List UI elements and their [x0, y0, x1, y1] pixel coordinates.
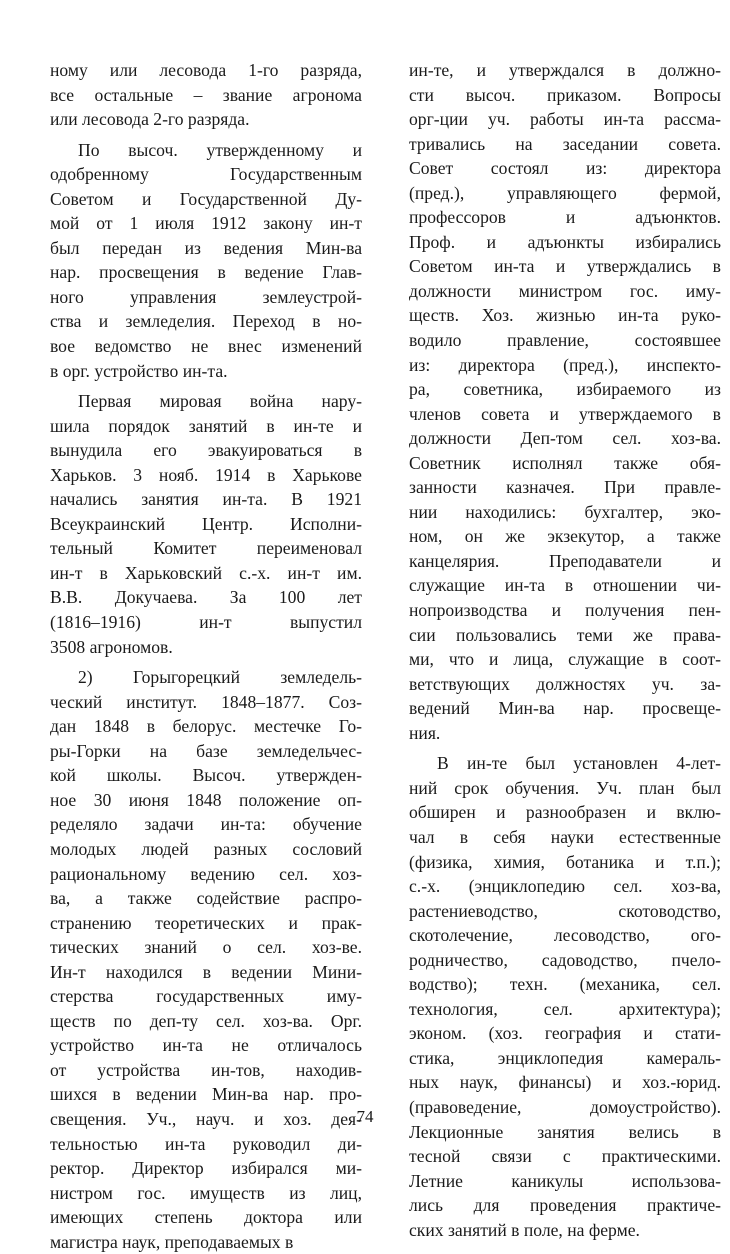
- left-column: [50, 58, 362, 1254]
- text-line: ми, что и лица, служащие в соот-: [409, 649, 721, 670]
- text-line: Первая мировая война нару-: [78, 391, 362, 412]
- text-line: Советом и Государственной Ду-: [50, 188, 362, 209]
- text-line: шила порядок занятий в ин-те и: [50, 415, 362, 436]
- text-line: тельностью ин-та руководил ди-: [50, 1133, 362, 1154]
- text-line: 3508 агрономов.: [50, 636, 173, 657]
- text-line: канцелярия. Преподаватели и: [409, 550, 721, 571]
- text-line: Летние каникулы использова-: [409, 1170, 721, 1191]
- text-line: шихся в ведении Мин-ва нар. про-: [50, 1084, 362, 1105]
- text-line: стика, энциклопедия камераль-: [409, 1047, 721, 1068]
- text-line: магистра наук, преподаваемых в: [50, 1231, 294, 1252]
- text-line: сии пользовались теми же права-: [409, 624, 721, 645]
- text-line: из: директора (пред.), инспекто-: [409, 354, 721, 375]
- text-line: молодых людей разных сословий: [50, 838, 362, 859]
- text-line: ное 30 июня 1848 положение оп-: [50, 789, 362, 810]
- text-line: профессоров и адъюнктов.: [409, 207, 721, 228]
- text-line: орг-ции уч. работы ин-та рассма-: [409, 109, 721, 130]
- text-line: нистром гос. имуществ из лиц,: [50, 1182, 362, 1203]
- text-line: служащие ин-та в отношении чи-: [409, 575, 721, 596]
- text-line: ных наук, финансы) и хоз.-юрид.: [409, 1072, 721, 1093]
- text-line: Всеукраинский Центр. Исполни-: [50, 513, 362, 534]
- text-line: ских занятий в поле, на ферме.: [409, 1219, 640, 1240]
- text-line: членов совета и утверждаемого в: [409, 403, 721, 424]
- text-line: ний срок обучения. Уч. план был: [409, 777, 721, 798]
- text-line: В ин-те был установлен 4-лет-: [437, 753, 721, 774]
- text-line: нии находились: бухгалтер, эко-: [409, 501, 721, 522]
- text-line: Лекционные занятия велись в: [409, 1121, 721, 1142]
- text-line: ческий институт. 1848–1877. Соз-: [50, 691, 362, 712]
- text-line: Проф. и адъюнкты избирались: [409, 231, 721, 252]
- text-line: ществ по деп-ту сел. хоз-ва. Орг.: [50, 1010, 362, 1031]
- text-line: был передан из ведения Мин-ва: [50, 237, 362, 258]
- text-line: ва, а также содействие распро-: [50, 888, 362, 909]
- text-line: ин-т в Харьковский с.-х. ин-т им.: [50, 562, 362, 583]
- right-column: [409, 58, 721, 1242]
- text-line: ния.: [409, 722, 441, 743]
- text-line: скотолечение, лесоводство, ого-: [409, 925, 721, 946]
- text-line: Харьков. 3 нояб. 1914 в Харькове: [50, 464, 362, 485]
- text-line: Советник исполнял также обя-: [409, 452, 721, 473]
- text-line: ства и земледелия. Переход в но-: [50, 311, 362, 332]
- text-line: от устройства ин-тов, находив-: [50, 1059, 362, 1080]
- text-line: дан 1848 в белорус. местечке Го-: [50, 716, 362, 737]
- text-line: технология, сел. архитектура);: [409, 998, 721, 1019]
- text-line: сти высоч. приказом. Вопросы: [409, 84, 721, 105]
- text-line: тельный Комитет переименовал: [50, 538, 362, 559]
- text-line: нар. просвещения в ведение Глав-: [50, 262, 362, 283]
- text-line: 2) Горыгорецкий земледель-: [78, 667, 362, 688]
- text-line: По высоч. утвержденному и: [78, 139, 362, 160]
- text-line: эконом. (хоз. география и стати-: [409, 1023, 721, 1044]
- text-line: должности Деп-том сел. хоз-ва.: [409, 428, 721, 449]
- text-line: имеющих степень доктора или: [50, 1207, 362, 1228]
- text-line: тривались на заседании совета.: [409, 133, 721, 154]
- text-line: (физика, химия, ботаника и т.п.);: [409, 851, 721, 872]
- text-line: ра, советника, избираемого из: [409, 379, 721, 400]
- text-line: ределяло задачи ин-та: обучение: [50, 814, 362, 835]
- text-line: устройство ин-та не отличалось: [50, 1035, 362, 1056]
- text-line: родничество, садоводство, пчело-: [409, 949, 721, 970]
- text-line: ректор. Директор избирался ми-: [50, 1158, 362, 1179]
- text-line: Ин-т находился в ведении Мини-: [50, 961, 362, 982]
- text-line: Советом ин-та и утверждались в: [409, 256, 721, 277]
- text-line: вынудила его эвакуироваться в: [50, 440, 362, 461]
- text-line: ветствующих должностях уч. за-: [409, 673, 721, 694]
- text-line: водило правление, состоявшее: [409, 330, 721, 351]
- text-line: должности министром гос. иму-: [409, 280, 721, 301]
- text-line: водство); техн. (механика, сел.: [409, 974, 721, 995]
- text-line: ному или лесовода 1-го разряда,: [50, 60, 362, 80]
- text-line: (1816–1916) ин-т выпустил: [50, 612, 362, 633]
- text-line: тических знаний о сел. хоз-ве.: [50, 937, 362, 958]
- text-line: одобренному Государственным: [50, 164, 362, 185]
- text-line: с.-х. (энциклопедию сел. хоз-ва,: [409, 876, 721, 897]
- text-line: рациональному ведению сел. хоз-: [50, 863, 362, 884]
- text-line: занности казначея. При правле-: [409, 477, 721, 498]
- text-line: нопроизводства и получения пен-: [409, 600, 721, 621]
- text-line: лись для проведения практиче-: [409, 1195, 721, 1216]
- text-line: ного управления землеустрой-: [50, 286, 362, 307]
- text-line: Совет состоял из: директора: [409, 158, 721, 179]
- text-line: ин-те, и утверждался в должно-: [409, 60, 721, 80]
- text-line: свещения. Уч., науч. и хоз. дея-: [50, 1108, 362, 1129]
- text-line: В.В. Докучаева. За 100 лет: [50, 587, 362, 608]
- text-line: ном, он же экзекутор, а также: [409, 526, 721, 547]
- text-line: тесной связи с практическими.: [409, 1146, 721, 1167]
- text-line: начались занятия ин-та. В 1921: [50, 489, 362, 510]
- text-line: кой школы. Высоч. утвержден-: [50, 765, 362, 786]
- text-line: чал в себя науки естественные: [409, 826, 721, 847]
- text-line: (пред.), управляющего фермой,: [409, 182, 721, 203]
- text-line: вое ведомство не внес изменений: [50, 336, 362, 357]
- text-line: в орг. устройство ин-та.: [50, 360, 228, 381]
- text-line: ры-Горки на базе земледельчес-: [50, 740, 362, 761]
- text-line: ществ. Хоз. жизнью ин-та руко-: [409, 305, 721, 326]
- text-line: все остальные – звание агронома: [50, 84, 362, 105]
- text-line: мой от 1 июля 1912 закону ин-т: [50, 213, 362, 234]
- text-line: стерства государственных иму-: [50, 986, 362, 1007]
- text-line: обширен и разнообразен и вклю-: [409, 802, 721, 823]
- text-line: (правоведение, домоустройство).: [409, 1096, 721, 1117]
- page-number: 74: [356, 1107, 374, 1126]
- text-line: или лесовода 2-го разряда.: [50, 109, 250, 130]
- text-line: странению теоретических и прак-: [50, 912, 362, 933]
- text-line: растениеводство, скотоводство,: [409, 900, 721, 921]
- text-line: ведений Мин-ва нар. просвеще-: [409, 698, 721, 719]
